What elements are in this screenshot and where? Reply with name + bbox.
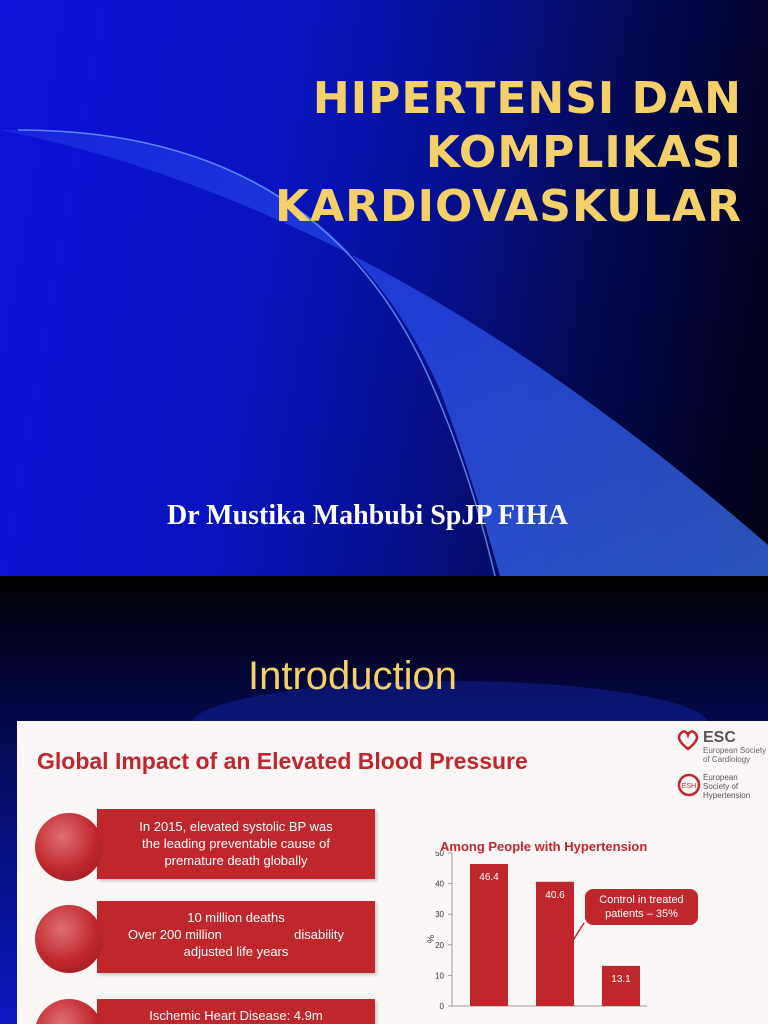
y-tick-label: 50 (435, 851, 444, 858)
heart-icon (677, 729, 699, 751)
panel-title: Global Impact of an Elevated Blood Pressure (37, 748, 528, 774)
esh-logo (677, 769, 767, 805)
bar-value-label: 40.6 (545, 889, 565, 901)
bar-chart (412, 851, 652, 1024)
chart-title: Among People with Hypertension (440, 839, 648, 854)
esh-circle-icon (677, 773, 701, 797)
bar-value-label: 46.4 (479, 872, 499, 884)
slide-heading: Introduction (248, 654, 458, 698)
bar (470, 864, 508, 1006)
fact-banner: In 2015, elevated systolic BP was the leading preventable cause of premature death globally (97, 809, 375, 879)
svg-text:ESH: ESH (681, 783, 697, 790)
title-line: KOMPLIKASI (425, 127, 742, 178)
infographic-panel (17, 721, 768, 1024)
bar (602, 966, 640, 1006)
fact-banner: Ischemic Heart Disease: 4.9m (97, 999, 375, 1024)
esh-subtitle: European Society of Hypertension (703, 773, 751, 800)
title-line: HIPERTENSI DAN (312, 73, 742, 124)
y-axis-label: % (426, 934, 436, 943)
globe-icon (35, 813, 103, 881)
y-tick-label: 20 (435, 940, 444, 950)
callout-box: Control in treated patients – 35% (585, 889, 698, 925)
esc-subtitle: European Society of Cardiology (703, 746, 767, 764)
title-line: KARDIOVASKULAR (275, 181, 742, 232)
y-tick-label: 10 (435, 971, 444, 981)
y-tick-label: 40 (435, 879, 444, 889)
esc-name: ESC (703, 729, 736, 746)
y-tick-label: 0 (439, 1002, 444, 1011)
slide-title (182, 72, 742, 234)
esc-logo (677, 727, 767, 763)
fact-banner: 10 million deaths Over 200 million disability adjusted life years (97, 901, 375, 973)
globe-icon (35, 999, 103, 1024)
bar-value-label: 13.1 (611, 973, 631, 985)
introduction-slide (0, 576, 768, 1024)
y-tick-label: 30 (435, 910, 444, 920)
author-name: Dr Mustika Mahbubi SpJP FIHA (167, 500, 568, 531)
globe-icon (35, 905, 103, 973)
